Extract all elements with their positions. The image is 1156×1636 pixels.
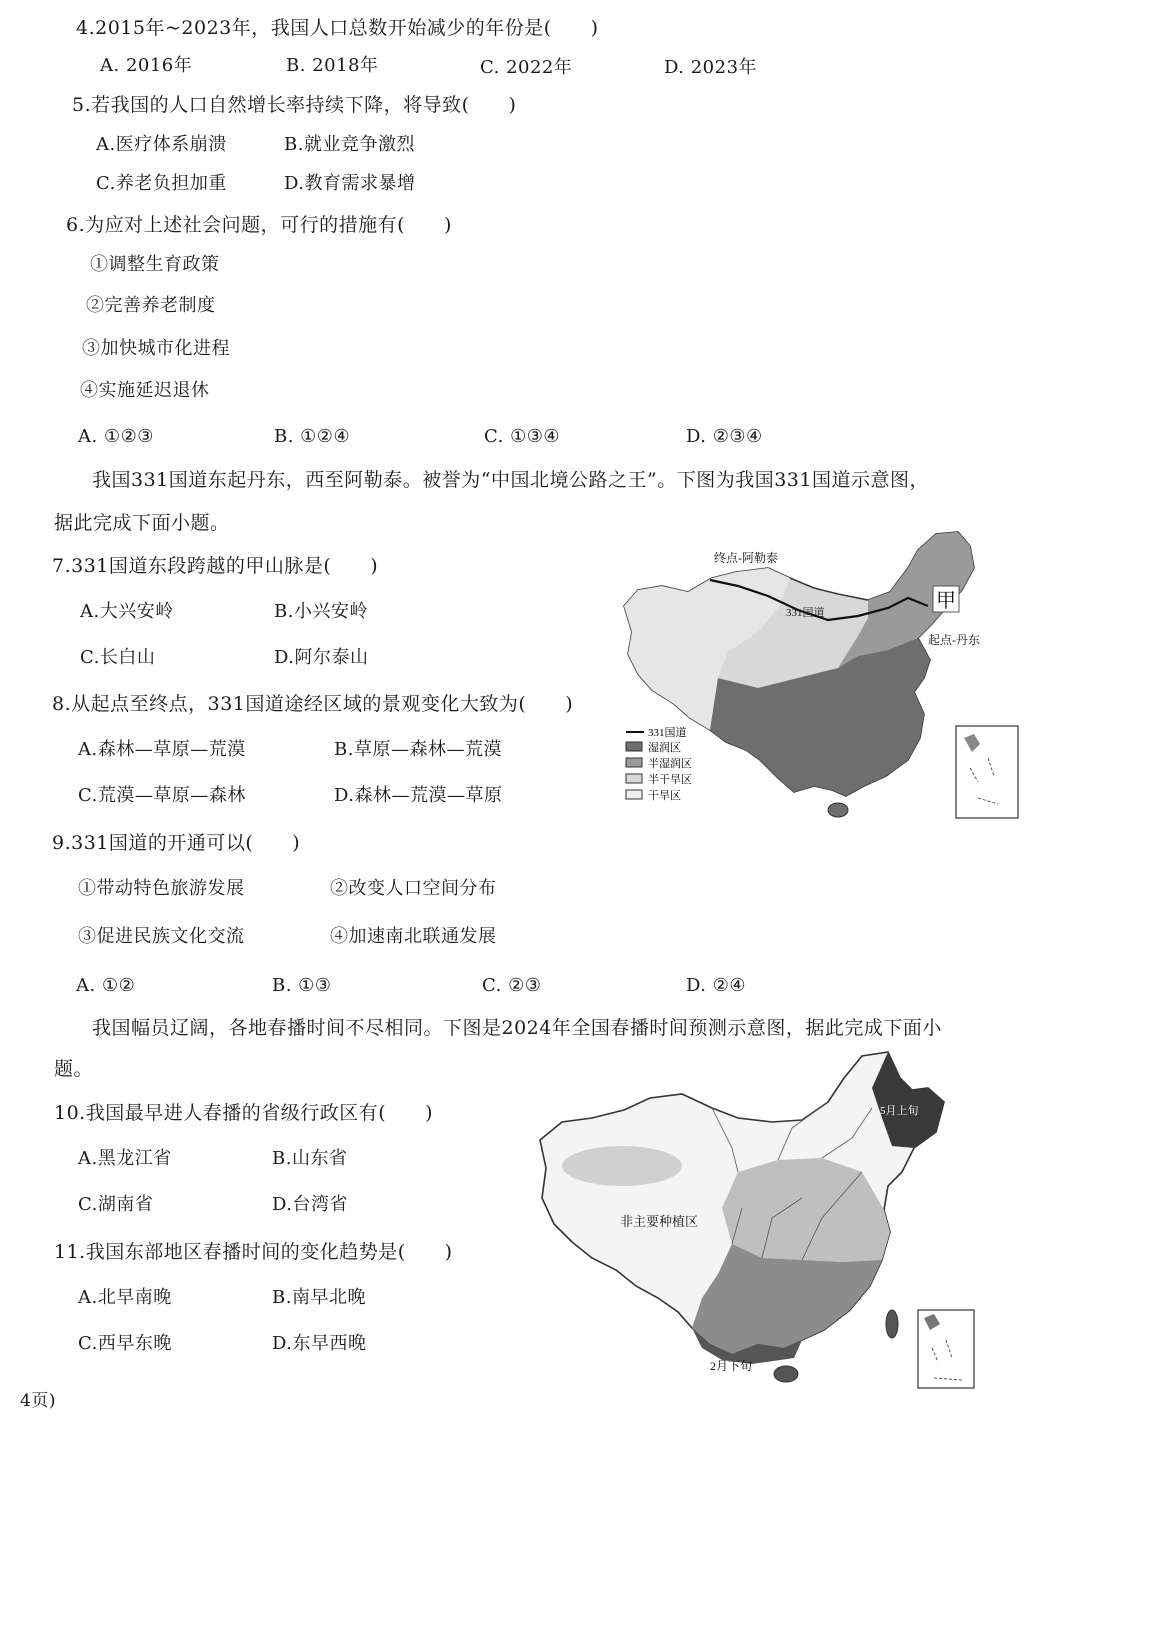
legend-semi-arid: 半干旱区 [648, 774, 692, 786]
legend-road: 331国道 [648, 727, 687, 739]
legend-arid: 干旱区 [648, 790, 681, 802]
q8-option-c[interactable]: C.荒漠—草原—森林 [78, 785, 246, 806]
legend-semi-humid: 半湿润区 [648, 758, 692, 770]
q11-option-a[interactable]: A.北早南晚 [78, 1287, 172, 1308]
start-label: 起点-丹东 [928, 633, 980, 647]
q6-option-d[interactable]: D. ②③④ [686, 426, 763, 447]
q10-option-a[interactable]: A.黑龙江省 [78, 1148, 172, 1169]
q11-option-d[interactable]: D.东早西晚 [272, 1333, 367, 1354]
q7-option-a[interactable]: A.大兴安岭 [80, 601, 174, 622]
jia-label: 甲 [936, 590, 956, 612]
q7-option-c[interactable]: C.长白山 [80, 647, 156, 668]
q8-option-d[interactable]: D.森林—荒漠—草原 [334, 785, 503, 806]
q9-option-c[interactable]: C. ②③ [482, 975, 542, 996]
basin-shade [562, 1146, 682, 1186]
q9-option-d[interactable]: D. ②④ [686, 975, 747, 996]
passage-331-line1: 我国331国道东起丹东，西至阿勒泰。被誉为“中国北境公路之王”。下图为我国331国道示意图， [92, 469, 929, 491]
q6-stem: 6.为应对上述社会问题，可行的措施有( ) [66, 214, 452, 236]
q9-item-1: ①带动特色旅游发展 [78, 878, 245, 899]
ne-label: 5月上旬 [880, 1105, 919, 1117]
q9-stem: 9.331国道的开通可以( ) [52, 832, 301, 854]
map1-legend [626, 726, 692, 802]
map-spring-svg [532, 1048, 980, 1393]
map-spring-sowing [532, 1048, 980, 1393]
q5-option-a[interactable]: A.医疗体系崩溃 [96, 134, 227, 155]
hainan-island [828, 803, 848, 817]
q4-option-c[interactable]: C. 2022年 [480, 57, 573, 78]
q7-option-b[interactable]: B.小兴安岭 [274, 601, 368, 622]
q9-option-b[interactable]: B. ①③ [272, 975, 332, 996]
q5-option-b[interactable]: B.就业竞争激烈 [284, 134, 415, 155]
map-331-road [618, 528, 1028, 828]
passage-spring-line1: 我国幅员辽阔，各地春播时间不尽相同。下图是2024年全国春播时间预测示意图，据此完成下面小 [92, 1017, 942, 1039]
q10-option-b[interactable]: B.山东省 [272, 1148, 348, 1169]
q7-option-d[interactable]: D.阿尔泰山 [274, 647, 369, 668]
q4-option-b[interactable]: B. 2018年 [286, 55, 379, 76]
q5-stem: 5.若我国的人口自然增长率持续下降，将导致( ) [72, 94, 517, 116]
q8-stem: 8.从起点至终点，331国道途经区域的景观变化大致为( ) [52, 693, 574, 715]
hainan [774, 1366, 798, 1382]
q4-option-d[interactable]: D. 2023年 [664, 57, 758, 78]
q8-option-b[interactable]: B.草原—森林—荒漠 [334, 739, 502, 760]
taiwan [886, 1310, 898, 1338]
q9-item-4: ④加速南北联通发展 [330, 926, 497, 947]
q6-option-a[interactable]: A. ①②③ [78, 426, 154, 447]
region-label: 非主要种植区 [620, 1214, 699, 1229]
passage-331-line2: 据此完成下面小题。 [54, 512, 230, 534]
passage-spring-line2: 题。 [54, 1058, 94, 1080]
q6-option-c[interactable]: C. ①③④ [484, 426, 560, 447]
q4-option-a[interactable]: A. 2016年 [100, 55, 193, 76]
q11-option-c[interactable]: C.西早东晚 [78, 1333, 172, 1354]
q9-item-2: ②改变人口空间分布 [330, 878, 497, 899]
end-label: 终点-阿勒泰 [714, 551, 778, 565]
q8-option-a[interactable]: A.森林—草原—荒漠 [78, 739, 246, 760]
q11-option-b[interactable]: B.南早北晚 [272, 1287, 366, 1308]
q9-item-3: ③促进民族文化交流 [78, 926, 245, 947]
q11-stem: 11.我国东部地区春播时间的变化趋势是( ) [54, 1241, 453, 1263]
q9-option-a[interactable]: A. ①② [76, 975, 136, 996]
q7-stem: 7.331国道东段跨越的甲山脉是( ) [52, 555, 379, 577]
q6-item-1: ①调整生育政策 [90, 254, 220, 275]
q10-option-d[interactable]: D.台湾省 [272, 1194, 349, 1215]
q10-option-c[interactable]: C.湖南省 [78, 1194, 154, 1215]
map-331-svg [618, 528, 1028, 828]
legend-humid: 湿润区 [648, 742, 681, 754]
date-label: 2月下旬 [710, 1359, 753, 1373]
q6-option-b[interactable]: B. ①②④ [274, 426, 351, 447]
q6-item-3: ③加快城市化进程 [82, 338, 230, 359]
q10-stem: 10.我国最早进人春播的省级行政区有( ) [54, 1102, 434, 1124]
q4-stem: 4.2015年~2023年，我国人口总数开始减少的年份是( ) [76, 17, 599, 39]
q6-item-4: ④实施延迟退休 [80, 380, 210, 401]
page-number: 4页) [20, 1391, 56, 1411]
q6-item-2: ②完善养老制度 [86, 295, 216, 316]
road-label: 331国道 [786, 607, 825, 619]
q5-option-d[interactable]: D.教育需求暴增 [284, 173, 416, 194]
q5-option-c[interactable]: C.养老负担加重 [96, 173, 227, 194]
